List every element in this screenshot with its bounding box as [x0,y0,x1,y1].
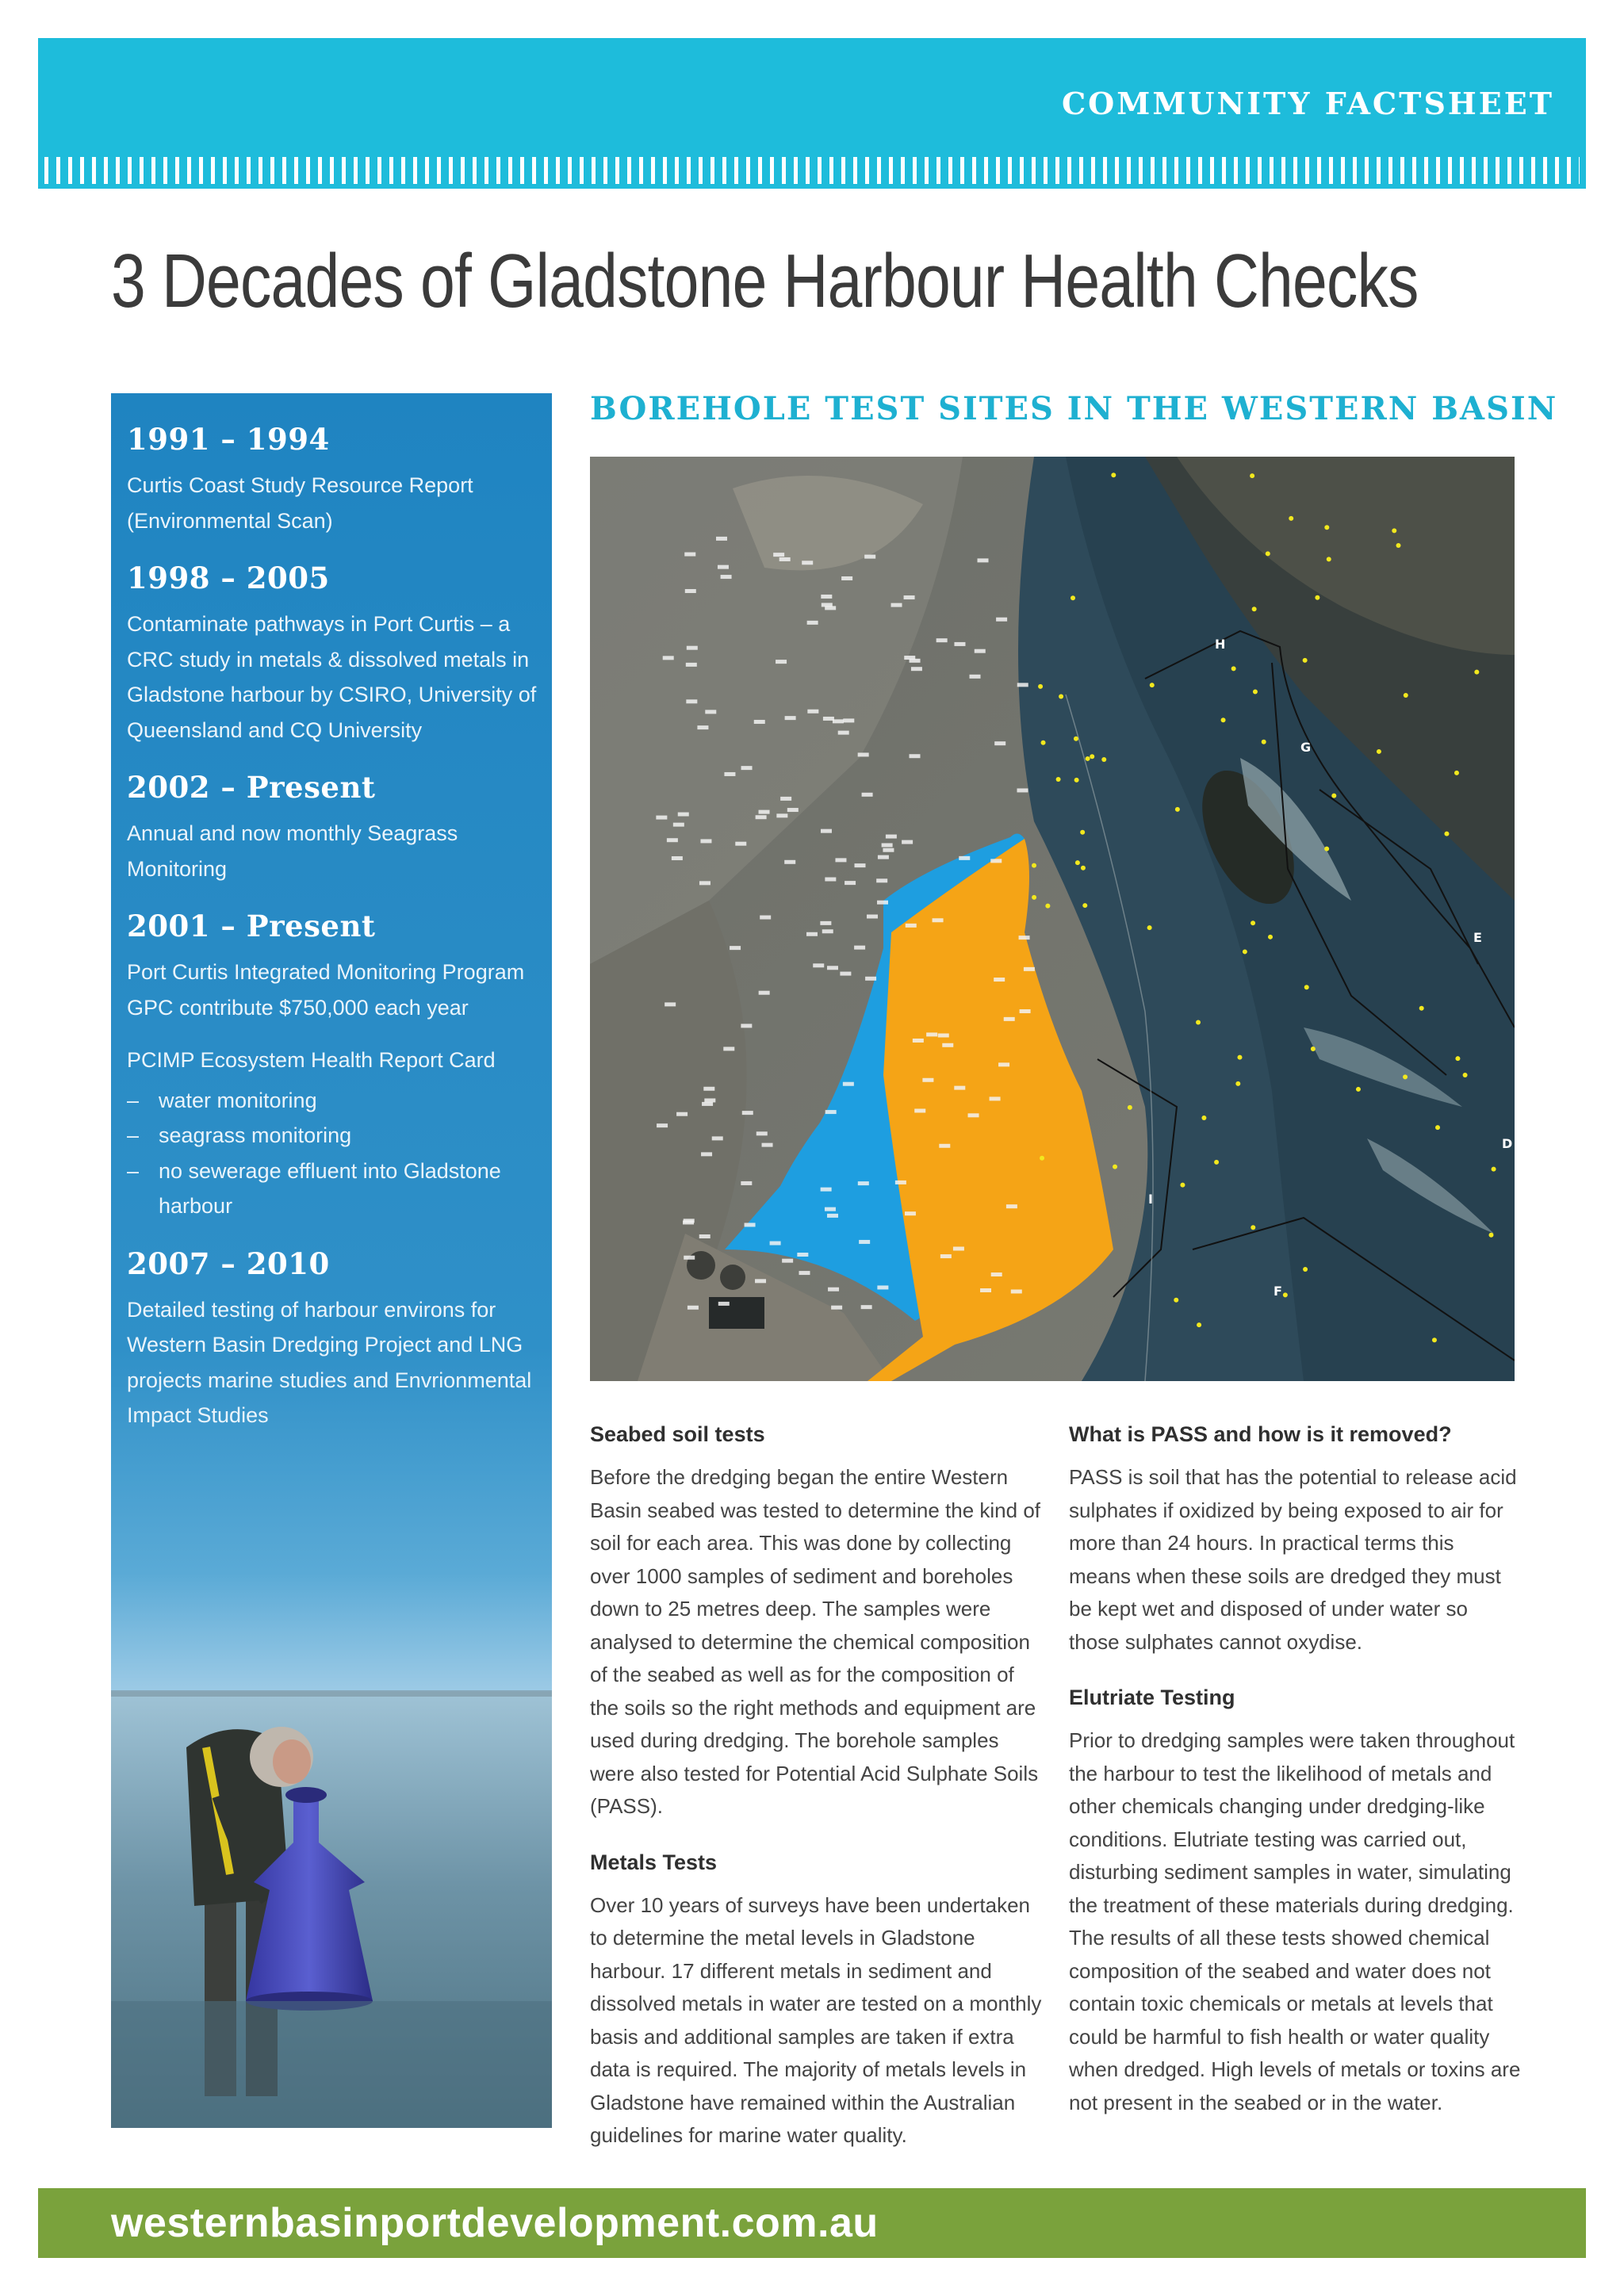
seabed-heading: Seabed soil tests [590,1422,765,1446]
sample-point [1304,985,1309,989]
borehole-marker [730,946,741,950]
borehole-marker [883,848,894,852]
right-text-column [1069,1422,1521,2146]
sample-point [1444,832,1449,836]
borehole-marker [756,1131,768,1135]
sample-point [1303,1267,1308,1272]
borehole-marker [905,1211,916,1215]
borehole-marker [1017,788,1028,792]
footer-band [38,2188,1586,2258]
borehole-marker [882,843,893,847]
pcimp-item: – water monitoring [127,1083,539,1119]
sample-point [1283,1292,1288,1297]
sample-point [1311,1047,1316,1051]
pcimp-item: – no sewerage effluent into Gladstone harbour [127,1154,539,1224]
borehole-marker [891,603,902,607]
borehole-marker [742,1111,753,1115]
borehole-marker [854,946,865,950]
borehole-marker [821,1188,832,1192]
sample-point [1201,1115,1206,1120]
borehole-marker [667,838,678,842]
borehole-marker [721,575,732,579]
sample-point [1150,683,1155,687]
borehole-marker [845,881,856,885]
sample-point [1045,904,1050,909]
borehole-marker [821,595,832,599]
borehole-marker [939,1144,950,1148]
borehole-marker [735,842,746,846]
timeline-entry [127,422,539,538]
sample-point [1080,830,1085,835]
borehole-marker [716,537,727,541]
borehole-marker [785,716,796,720]
timeline-year: 2001 – Present [127,909,376,943]
sample-point [1404,693,1408,698]
borehole-marker [953,1246,964,1250]
borehole-marker [867,915,878,919]
borehole-marker [822,929,833,933]
sample-point [1075,860,1080,865]
borehole-marker [688,1306,699,1310]
borehole-marker [998,1062,1009,1066]
borehole-marker [776,813,787,817]
pass-heading: What is PASS and how is it removed? [1069,1422,1452,1446]
borehole-marker [780,797,791,801]
borehole-marker [904,656,915,660]
sample-point [1086,756,1090,761]
borehole-marker [741,1024,752,1027]
borehole-marker [784,860,795,864]
borehole-marker [673,823,684,827]
borehole-marker [825,1207,836,1211]
sample-point [1180,1183,1185,1188]
borehole-marker [990,859,1002,863]
zone-label: G [1300,740,1312,755]
borehole-marker [877,1285,888,1289]
sample-point [1488,1233,1493,1238]
timeline-desc: Annual and now monthly Seagrass Monitoring [127,821,458,881]
sample-point [1324,525,1329,530]
sample-point [1251,1225,1255,1230]
borehole-marker [724,772,735,776]
borehole-marker [807,710,818,714]
borehole-marker [902,840,913,844]
borehole-marker [762,1143,773,1147]
borehole-marker [756,815,767,819]
borehole-marker [745,1223,756,1226]
borehole-marker [878,855,889,859]
borehole-marker [831,1306,842,1310]
sample-point [1403,1074,1408,1079]
sample-point [1289,516,1293,521]
sample-point [1082,903,1087,908]
borehole-marker [827,966,838,970]
borehole-marker [820,921,831,925]
borehole-map [590,457,1515,1381]
website-link[interactable]: westernbasinportdevelopment.com.au [111,2200,879,2246]
header-banner [38,38,1586,189]
sample-point [1262,740,1266,744]
borehole-marker [936,638,948,642]
pass-body: PASS is soil that has the potential to release acid sulphates if oxidized by being exposed to air for more than 24 hours. In practical terms this means when these soils are dredged they must be kept wet and disposed of under water so those sulphates cannot oxydise. [1069,1465,1517,1654]
borehole-marker [684,553,695,557]
sample-point [1235,1081,1240,1086]
borehole-marker [759,991,770,995]
borehole-marker [663,656,674,660]
borehole-marker [723,1047,734,1050]
borehole-marker [991,1272,1002,1276]
timeline-entry [127,909,539,1224]
borehole-marker [665,1002,676,1006]
map-tank [687,1251,715,1280]
sample-point [1327,557,1331,561]
borehole-marker [876,878,887,882]
sample-point [1040,1156,1044,1161]
sample-point [1059,694,1063,698]
timeline-entry [127,561,539,748]
borehole-marker [702,1102,713,1106]
borehole-map-svg [590,457,1515,1381]
sample-point [1081,866,1086,871]
sample-point [1492,1167,1496,1172]
borehole-marker [773,553,784,557]
borehole-marker [970,675,981,679]
sample-point [1251,920,1255,925]
borehole-marker [683,1220,694,1224]
sample-point [1243,949,1247,954]
timeline-entry [127,1246,539,1433]
sample-point [1356,1087,1361,1092]
borehole-marker [833,719,844,723]
timeline-year: 2002 – Present [127,770,376,805]
sample-point [1250,473,1254,478]
borehole-marker [825,878,836,882]
timeline-year: 1998 – 2005 [127,561,330,595]
sample-point [1221,718,1226,722]
borehole-marker [700,839,711,843]
water-sampling-photo [111,1557,552,2128]
borehole-marker [701,1152,712,1156]
borehole-marker [911,667,922,671]
timeline-desc: Contaminate pathways in Port Curtis – a CRC study in metals & dissolved metals in Gladstone harbour by CSIRO, University of Queensland and CQ University [127,612,537,742]
zone-label: H [1215,637,1226,652]
borehole-marker [877,901,888,905]
borehole-marker [954,642,965,646]
sample-point [1041,740,1046,745]
sample-point [1197,1322,1201,1327]
borehole-marker [656,816,667,820]
sample-point [1032,895,1036,900]
sample-point [1071,595,1075,600]
borehole-marker [760,916,771,920]
borehole-marker [799,1271,810,1275]
sample-point [1038,684,1043,689]
borehole-marker [914,1108,925,1112]
borehole-marker [741,766,753,770]
borehole-marker [813,963,824,967]
borehole-marker [718,565,729,569]
borehole-marker [909,754,920,758]
timeline-sidebar [111,393,552,2128]
borehole-marker [886,835,897,839]
map-pond [709,1297,764,1329]
metals-body: Over 10 years of surveys have been undertaken to determine the metal levels in Gladstone harbour. 17 different metals in sediment and dissolved metals in water are tested on a monthly basis and additional samples are taken if extra data is required. The majority of metals levels in Gladstone have remained within the Australian guidelines for marine water quality. [590,1892,1042,2147]
timeline-desc: Curtis Coast Study Resource Report (Environmental Scan) [127,473,473,533]
sample-point [1454,771,1459,775]
borehole-marker [1006,1204,1017,1208]
borehole-marker [1020,1009,1031,1013]
sample-point [1175,807,1180,812]
borehole-marker [994,978,1005,982]
borehole-marker [687,646,698,650]
borehole-marker [968,1113,979,1117]
borehole-marker [823,717,834,721]
borehole-marker [686,663,697,667]
borehole-marker [906,924,917,928]
sample-point [1074,737,1078,741]
borehole-marker [759,810,770,814]
borehole-marker [676,1112,688,1116]
zone-label: D [1502,1136,1513,1151]
pcimp-list [127,1083,539,1224]
borehole-marker [843,718,854,722]
borehole-marker [858,1181,869,1185]
borehole-marker [975,649,986,653]
sample-point [1111,473,1116,477]
borehole-marker [933,918,944,922]
sample-point [1128,1105,1132,1110]
borehole-marker [838,731,849,735]
sample-point [1074,778,1079,783]
sample-point [1032,863,1036,868]
borehole-marker [996,618,1007,622]
borehole-marker [864,555,875,559]
sample-point [1252,607,1257,611]
borehole-marker [840,972,851,976]
borehole-marker [755,1279,766,1283]
borehole-marker [685,589,696,593]
timeline-desc: Detailed testing of harbour environs for Western Basin Dredging Project and LNG projects marine studies and Envrionmental Impact Studies [127,1297,532,1427]
borehole-marker [787,808,799,812]
borehole-marker [862,793,873,797]
sample-point [1315,595,1320,600]
borehole-marker [678,813,689,817]
borehole-marker [841,576,852,580]
borehole-marker [1019,936,1030,939]
sample-point [1231,666,1236,671]
borehole-marker [718,1302,730,1306]
borehole-marker [807,621,818,625]
sample-point [1392,528,1396,533]
timeline-year: 2007 – 2010 [127,1246,330,1281]
borehole-marker [684,1256,695,1260]
borehole-marker [806,932,818,936]
borehole-marker [703,1087,714,1091]
left-text-column [590,1422,1042,2179]
sample-point [1474,670,1479,675]
borehole-marker [990,1096,1001,1100]
sample-point [1147,925,1152,930]
borehole-marker [704,1098,715,1102]
borehole-marker [859,1240,870,1244]
borehole-marker [754,720,765,724]
timeline-entry [127,770,539,886]
sample-point [1331,794,1336,798]
borehole-marker [776,660,787,664]
borehole-marker [959,856,970,860]
borehole-marker [782,1259,793,1263]
sample-point [1174,1298,1178,1303]
sample-point [1113,1165,1117,1169]
borehole-marker [954,1086,965,1090]
page-title: 3 Decades of Gladstone Harbour Health Checks [111,239,1419,323]
zone-label: E [1473,930,1482,945]
borehole-marker [825,1110,837,1114]
sample-point [1196,1020,1201,1025]
borehole-marker [802,561,813,564]
borehole-marker [779,557,791,561]
sample-point [1419,1006,1424,1011]
sample-point [1253,689,1258,694]
borehole-marker [822,603,833,607]
borehole-marker [861,1305,872,1309]
borehole-marker [978,558,989,562]
sample-point [1214,1160,1219,1165]
borehole-marker [938,1033,949,1037]
sample-point [1435,1125,1440,1130]
borehole-marker [821,829,832,833]
sample-point [1268,935,1273,939]
borehole-marker [855,863,866,867]
borehole-marker [686,699,697,703]
borehole-marker [657,1123,668,1127]
sample-point [1237,1055,1242,1060]
sample-point [1266,551,1270,556]
borehole-marker [712,1136,723,1140]
seabed-body: Before the dredging began the entire Western Basin seabed was tested to determine the kind of soil for each area. This was done by collecting over 1000 samples of sediment and boreholes down to 25 metres deep. The samples were analysed to determine the chemical composition of the seabed as well as for the composition of the soils so the right methods and equipment are used during dredging. The borehole samples were also tested for Potential Acid Sulphate Soils (PASS). [590,1465,1041,1818]
borehole-marker [1017,683,1028,687]
borehole-marker [699,1234,710,1238]
borehole-marker [865,977,876,981]
sample-point [1432,1337,1437,1342]
borehole-marker [940,1254,952,1258]
borehole-marker [1004,1017,1015,1021]
header-tick-pattern [44,157,1580,184]
pcimp-heading: PCIMP Ecosystem Health Report Card [127,1048,496,1072]
borehole-marker [1011,1289,1022,1293]
sample-point [1463,1073,1468,1077]
borehole-marker [697,725,708,729]
borehole-marker [705,710,716,714]
borehole-marker [828,1288,839,1292]
borehole-marker [699,881,710,885]
borehole-marker [1024,967,1035,971]
sample-point [1303,658,1308,663]
factsheet-label: COMMUNITY FACTSHEET [1061,86,1554,121]
elutriate-heading: Elutriate Testing [1069,1686,1235,1709]
borehole-marker [904,595,915,599]
sample-point [1056,777,1061,782]
sample-point [1101,757,1106,762]
sample-point [1090,754,1094,759]
map-tank [720,1265,745,1290]
borehole-marker [672,856,683,860]
map-heading: BOREHOLE TEST SITES IN THE WESTERN BASIN [590,390,1558,427]
borehole-marker [942,1043,953,1047]
borehole-marker [858,752,869,756]
zone-label: F [1274,1284,1282,1299]
borehole-marker [994,741,1005,745]
sample-point [1324,847,1329,851]
borehole-marker [797,1253,808,1257]
borehole-marker [913,1039,924,1043]
elutriate-body: Prior to dredging samples were taken throughout the harbour to test the likelihood of metals and other chemicals changing under dredging-like conditions. Elutriate testing was carried out, disturbing sediment samples in water, simulating the treatment of these materials during dredging. The results of all these tests showed chemical composition of the seabed and water does not contain toxic chemicals or metals at levels that could be harmful to fish health or water quality when dredged. High levels of metals or toxins are not present in the seabed or in the water. [1069,1728,1521,2114]
borehole-marker [922,1078,933,1082]
borehole-marker [980,1288,991,1292]
sample-point [1455,1056,1460,1061]
borehole-marker [741,1181,752,1185]
sample-point [1377,749,1381,754]
borehole-marker [835,858,846,862]
timeline-desc: Port Curtis Integrated Monitoring Program GPC contribute $750,000 each year [127,960,525,1020]
borehole-marker [770,1242,781,1246]
zone-label: I [1148,1192,1153,1207]
metals-heading: Metals Tests [590,1850,718,1874]
borehole-marker [926,1032,937,1036]
borehole-marker [895,1181,906,1184]
borehole-marker [843,1082,854,1086]
borehole-marker [827,1214,838,1218]
timeline-year: 1991 – 1994 [127,422,330,457]
sample-point [1396,543,1400,548]
pcimp-item: – seagrass monitoring [127,1118,539,1154]
